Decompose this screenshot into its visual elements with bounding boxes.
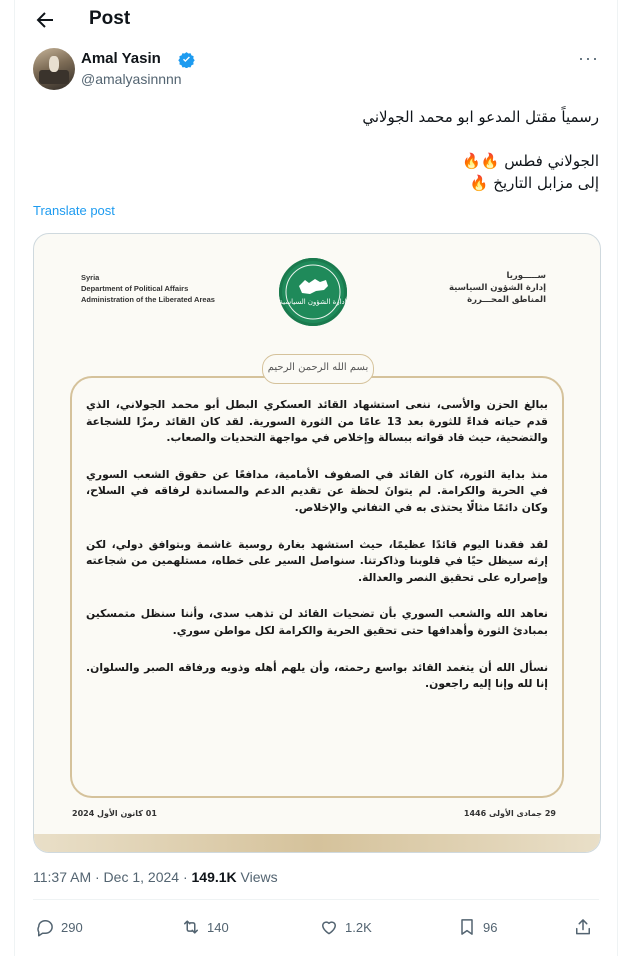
page-title: Post — [89, 8, 131, 29]
bookmark-count: 96 — [483, 919, 498, 935]
top-bar — [15, 0, 617, 40]
doc-paragraph: نسأل الله أن يتغمد القائد بواسع رحمته، وأن يلهم أهله وذويه ورفاقه الصبر والسلوان. إنا لله وإنا إليه راجعون. — [86, 660, 548, 691]
views-count: 149.1K — [191, 869, 237, 885]
back-arrow-icon[interactable] — [33, 8, 57, 32]
reply-button[interactable] — [35, 912, 83, 942]
tweet-line-2: الجولاني فطس 🔥🔥 — [462, 152, 599, 170]
translate-post-link[interactable]: Translate post — [33, 203, 115, 218]
tweet-line-1: رسمياً مقتل المدعو ابو محمد الجولاني — [362, 108, 599, 126]
reply-count: 290 — [61, 919, 83, 935]
avatar[interactable] — [33, 48, 75, 90]
doc-header-right-line: المناطق المحـــررة — [467, 295, 546, 305]
repost-icon — [181, 917, 201, 937]
doc-paragraph: ببالغ الحزن والأسى، ننعى استشهاد القائد العسكري البطل أبو محمد الجولاني، الذي قدم حياته فداءً للثورة بعد 13 عامًا من الثورة السورية. لقد كان القائد رمزًا للشجاعة والتضحية، حيث قاد قواته ببسالة وإخلاص في مواجهة التحديات والصعاب. — [86, 398, 548, 445]
doc-paragraph: منذ بداية الثورة، كان القائد في الصفوف الأمامية، مدافعًا عن حقوق الشعب السوري في الحرية والكرامة. لم يتوانَ لحظة عن تقديم الدعم والمساندة لرفاقه في السلاح، وكان دائمًا مثالًا يحتذى به في التفاني والإخلاص. — [86, 467, 548, 514]
like-button[interactable] — [319, 912, 372, 942]
author-name[interactable]: Amal Yasin — [81, 50, 161, 67]
doc-header-left — [81, 272, 215, 305]
share-button[interactable] — [573, 912, 599, 942]
doc-header-left-line: Department of Political Affairs — [81, 284, 189, 293]
repost-count: 140 — [207, 919, 229, 935]
views-label: Views — [236, 869, 278, 885]
doc-body — [86, 397, 548, 713]
post-meta — [33, 869, 278, 885]
basmala: بسم الله الرحمن الرحيم — [262, 354, 374, 384]
post-image[interactable] — [33, 233, 601, 853]
reply-icon — [35, 917, 55, 937]
seal-text: إدارة الشؤون السياسية — [279, 298, 347, 306]
doc-paragraph: نعاهد الله والشعب السوري بأن تضحيات القائد لن تذهب سدى، وأننا سنظل متمسكين بمبادئ الثورة وأهدافها حتى تحقيق الحرية والكرامة لكل مواطن سوري. — [86, 607, 548, 637]
post-column — [14, 0, 618, 956]
doc-header-right-line: إدارة الشؤون السياسية — [448, 283, 546, 293]
heart-icon — [319, 917, 339, 937]
author-handle[interactable]: @amalyasinnnn — [81, 71, 182, 87]
doc-paragraph: لقد فقدنا اليوم قائدًا عظيمًا، حيث استشهد بغارة روسية غاشمة وبتوافق دولي، لكن إرثه سيظل حيًا في قلوبنا وذاكرتنا. سنواصل السير على خطاه، مستلهمين من شجاعته وإصراره على تحقيق النصر والعدالة. — [86, 537, 548, 584]
tweet-line-3: إلى مزابل التاريخ 🔥 — [469, 174, 599, 192]
bookmark-icon — [457, 917, 477, 937]
doc-bottom-band — [34, 834, 600, 852]
doc-date-gregorian: 01 كانون الأول 2024 — [72, 809, 157, 818]
repost-button[interactable] — [181, 912, 229, 942]
doc-date-hijri: 29 جمادى الأولى 1446 — [463, 809, 556, 818]
doc-header-right — [449, 270, 546, 306]
seal-logo — [279, 258, 347, 326]
like-count: 1.2K — [345, 919, 372, 935]
doc-header-left-line: Administration of the Liberated Areas — [81, 295, 215, 304]
action-bar — [33, 912, 599, 942]
divider — [33, 899, 599, 900]
bookmark-button[interactable] — [457, 912, 497, 942]
post-timestamp[interactable]: 11:37 AM · Dec 1, 2024 · — [33, 869, 192, 885]
tweet-text — [39, 106, 599, 194]
doc-header-right-line: ســـــوريا — [506, 271, 546, 281]
more-options-icon[interactable]: ··· — [578, 48, 599, 68]
verified-badge-icon — [178, 51, 195, 68]
doc-header-left-line: Syria — [81, 273, 100, 282]
share-icon — [573, 917, 593, 937]
